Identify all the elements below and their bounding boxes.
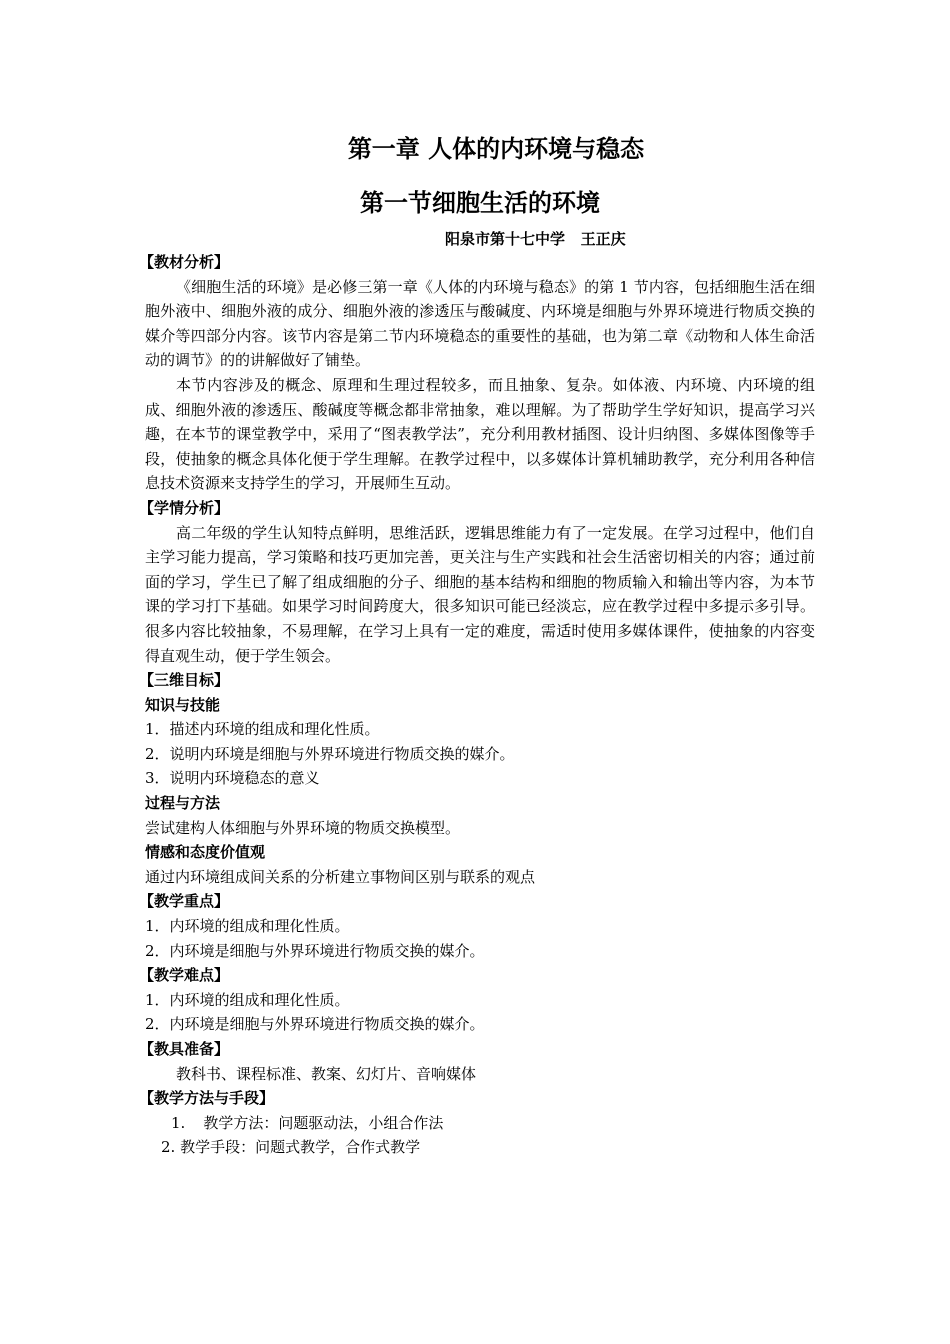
difficulty-item: 1．内环境的组成和理化性质。 <box>145 990 350 1009</box>
heading-material-analysis: 【教材分析】 <box>139 253 230 271</box>
emotion-text: 通过内环境组成间关系的分析建立事物间区别与联系的观点 <box>145 867 536 886</box>
section-title: 第一节细胞生活的环境 <box>360 189 600 217</box>
knowledge-item: 1．描述内环境的组成和理化性质。 <box>145 720 380 739</box>
subheading-knowledge: 知识与技能 <box>145 695 221 714</box>
student-analysis-paragraph: 高二年级的学生认知特点鲜明，思维活跃，逻辑思维能力有了一定发展。在学习过程中，他们自主学习能力提高，学习策略和技巧更加完善，更关注与生产实践和社会生活密切相关的内容；通过前面的学习，学生已了解了组成细胞的分子、细胞的基本结构和细胞的物质输入和输出等内容，为本节课的学习打下基础。如果学习时间跨度大，很多知识可能已经淡忘，应在教学过程中多提示多引导。很多内容比较抽象，不易理解，在学习上具有一定的难度，需适时使用多媒体课件，使抽象的内容变得直观生动，便于学生领会。 <box>145 523 815 665</box>
knowledge-item: 3．说明内环境稳态的意义 <box>145 769 320 788</box>
author-line: 阳泉市第十七中学 王正庆 <box>445 230 626 248</box>
material-analysis-paragraph-1: 《细胞生活的环境》是必修三第一章《人体的内环境与稳态》的第 1 节内容，包括细胞生活在细胞外液中、细胞外液的成分、细胞外液的渗透压与酸碱度、内环境是细胞与外界环境进行物质交换的媒介等四部分内容。该节内容是第二节内环境稳态的重要性的基础，也为第二章《动物和人体生命活动的调节》的的讲解做好了铺垫。 <box>145 277 815 370</box>
key-point-item: 2．内环境是细胞与外界环境进行物质交换的媒介。 <box>145 941 485 960</box>
difficulty-item: 2．内环境是细胞与外界环境进行物质交换的媒介。 <box>145 1015 485 1034</box>
heading-difficulties: 【教学难点】 <box>139 966 230 985</box>
process-text: 尝试建构人体细胞与外界环境的物质交换模型。 <box>145 818 461 837</box>
heading-student-analysis: 【学情分析】 <box>139 498 230 517</box>
method-item-1-text: 教学方法：问题驱动法，小组合作法 <box>203 1113 444 1132</box>
key-point-item: 1．内环境的组成和理化性质。 <box>145 917 350 936</box>
heading-goals: 【三维目标】 <box>139 671 230 690</box>
chapter-title: 第一章 人体的内环境与稳态 <box>347 135 645 163</box>
heading-methods: 【教学方法与手段】 <box>139 1089 275 1108</box>
subheading-emotion: 情感和态度价值观 <box>145 843 266 862</box>
method-item-1 <box>145 1111 815 1136</box>
tools-text: 教科书、课程标准、教案、幻灯片、音响媒体 <box>176 1064 477 1083</box>
heading-key-points: 【教学重点】 <box>139 892 230 911</box>
document-page <box>139 130 815 1160</box>
method-item-2: 2. 教学手段：问题式教学，合作式教学 <box>161 1138 421 1157</box>
subheading-process: 过程与方法 <box>145 794 221 813</box>
knowledge-item: 2．说明内环境是细胞与外界环境进行物质交换的媒介。 <box>145 744 515 763</box>
heading-tools: 【教具准备】 <box>139 1040 230 1058</box>
method-item-1-number: 1. <box>171 1113 186 1132</box>
material-analysis-paragraph-2: 本节内容涉及的概念、原理和生理过程较多，而且抽象、复杂。如体液、内环境、内环境的组成、细胞外液的渗透压、酸碱度等概念都非常抽象，难以理解。为了帮助学生学好知识，提高学习兴趣，在本节的课堂教学中，采用了“图表教学法”，充分利用教材插图、设计归纳图、多媒体图像等手段，使抽象的概念具体化便于学生理解。在教学过程中，以多媒体计算机辅助教学，充分利用各种信息技术资源来支持学生的学习，开展师生互动。 <box>145 375 815 493</box>
